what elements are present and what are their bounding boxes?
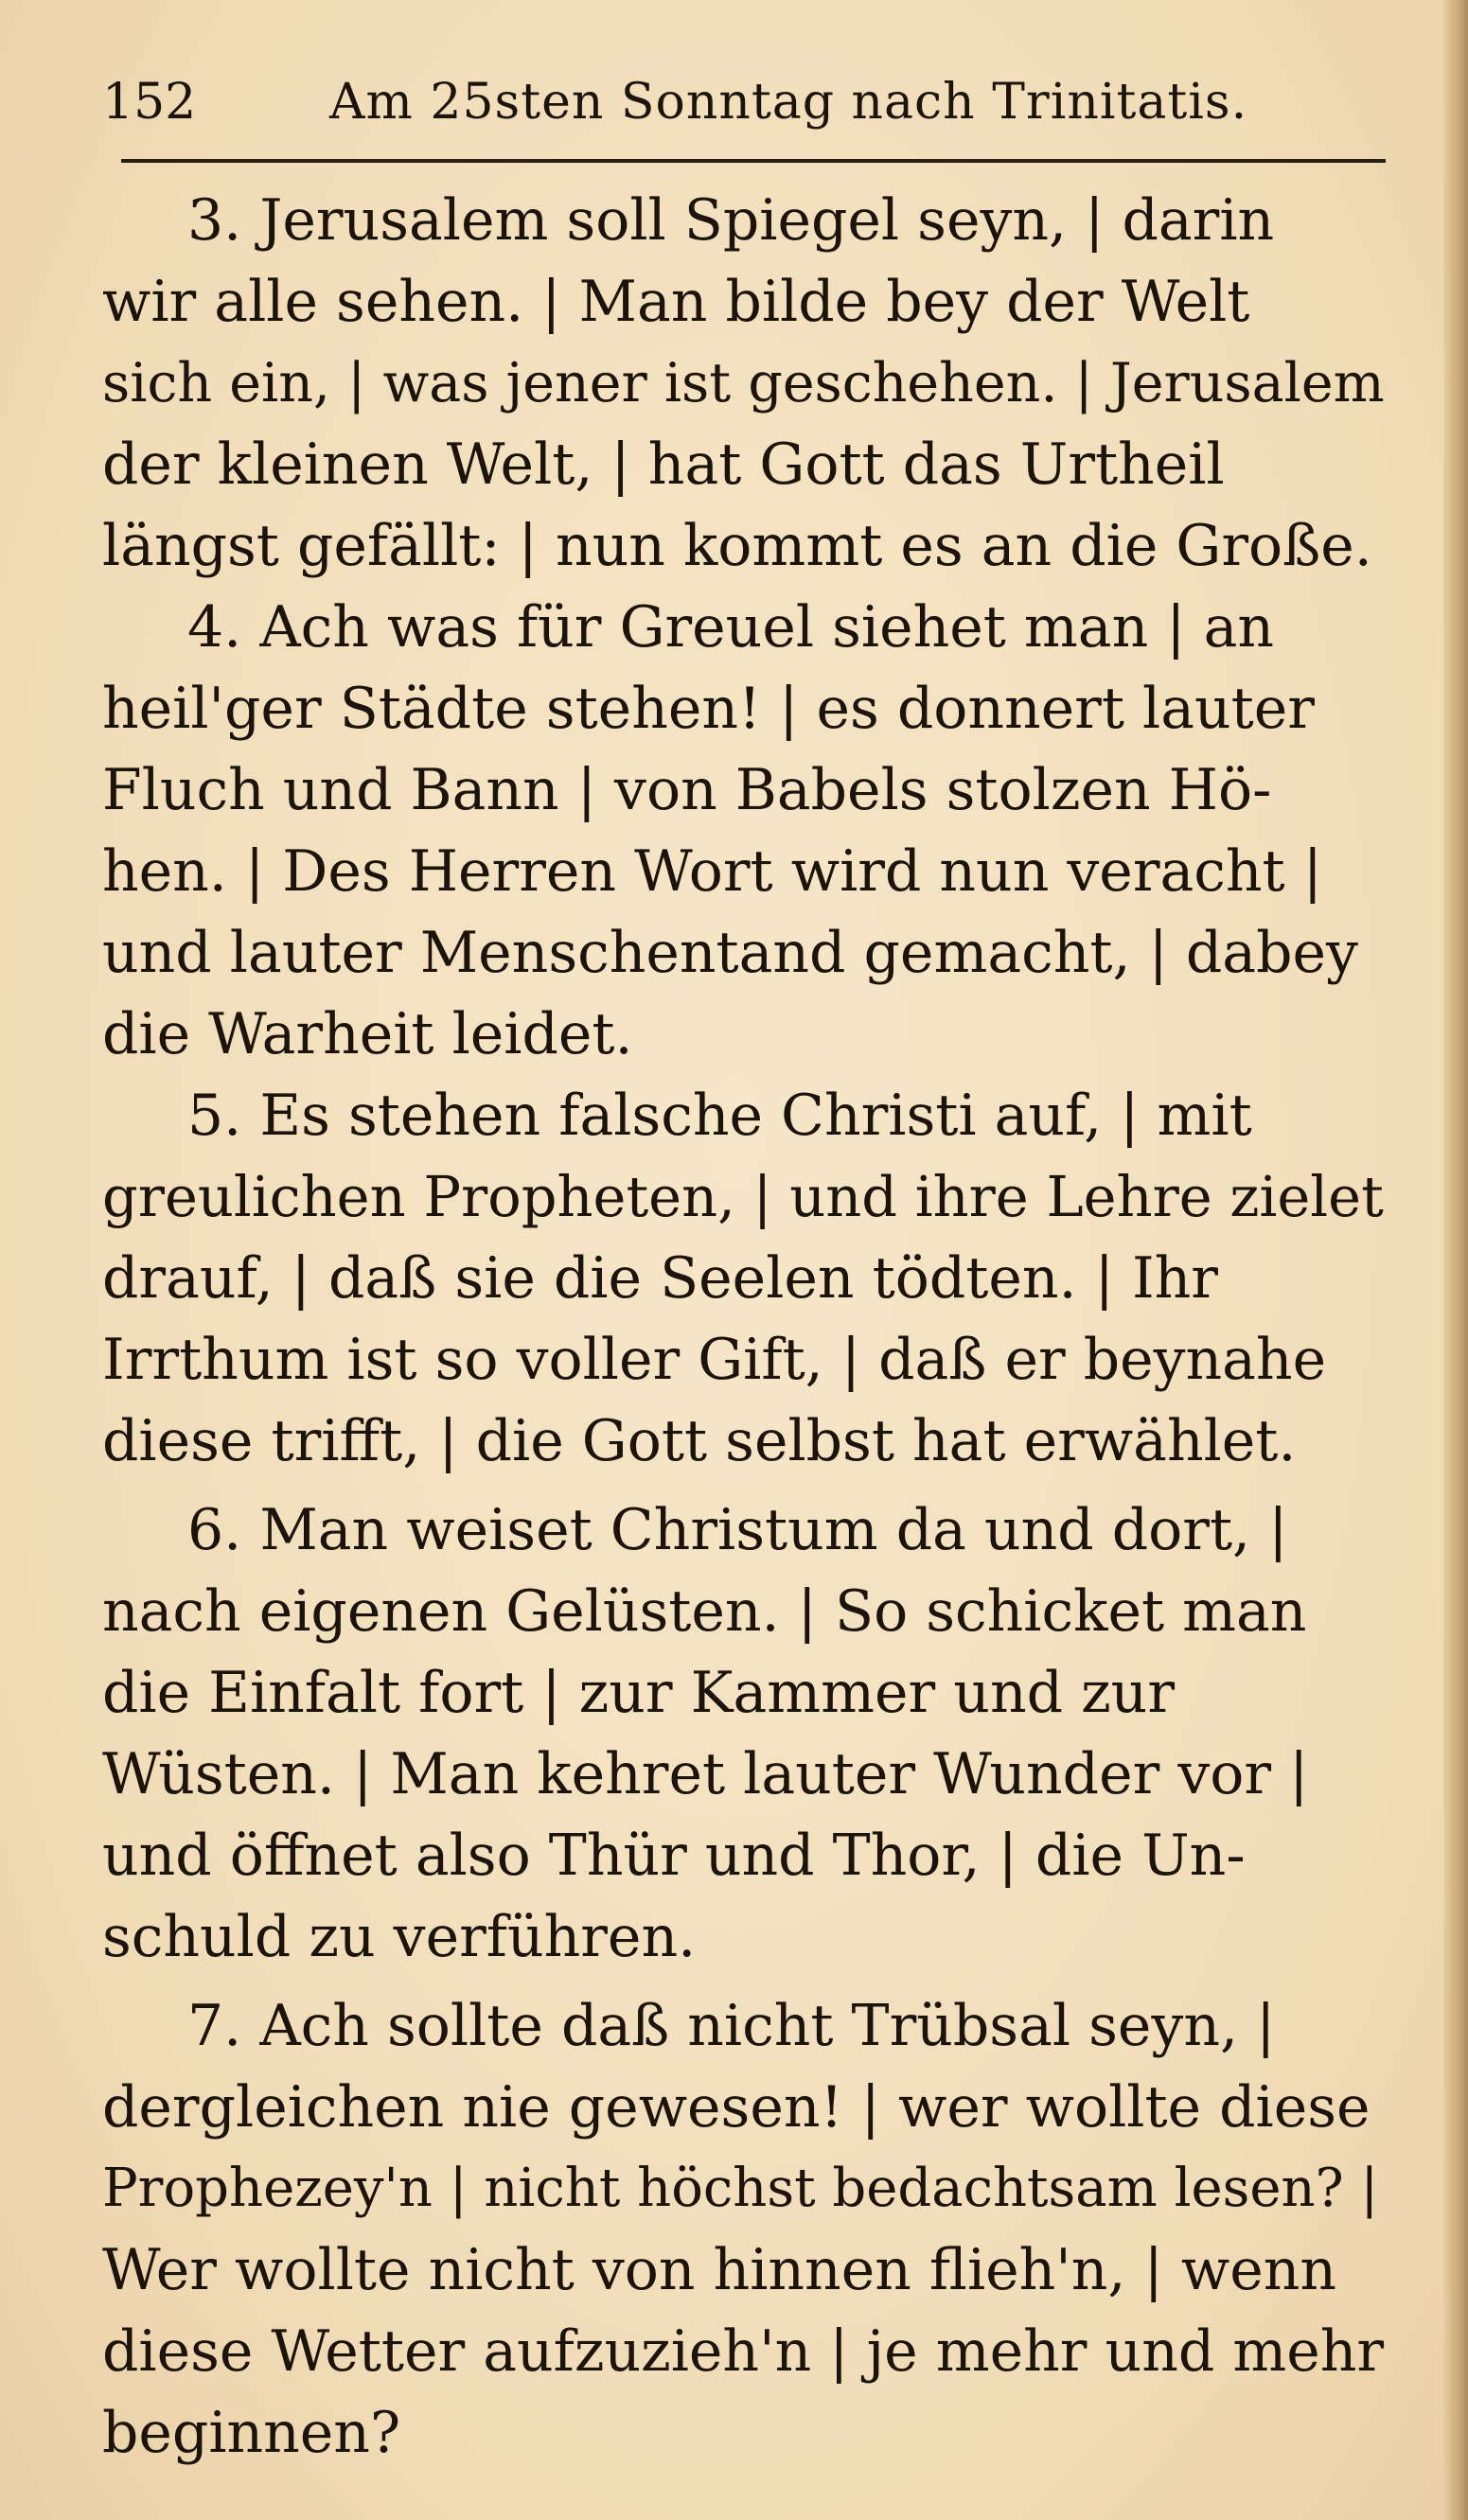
header-rule [121,159,1386,163]
verse-line: nach eigenen Gelüsten. | So schicket man [102,1578,1307,1645]
verse-line: hen. | Des Herren Wort wird nun veracht | [102,838,1322,905]
stanza-6 [102,1489,1391,1978]
verse-line: 5. Es stehen falsche Christi auf, | mit [187,1083,1252,1149]
stanza-gap [102,1978,1391,1985]
stanza-5 [102,1075,1391,1482]
verse-line: die Warheit leidet. [102,1001,633,1067]
verse-line: dergleichen nie gewesen! | wer wollte diese [102,2074,1371,2141]
verse-line: und öffnet also Thür und Thor, | die Un- [102,1823,1246,1889]
verse-line: Irrthum ist so voller Gift, | daß er beynahe [102,1327,1327,1393]
stanza-gap [102,1482,1391,1489]
verse-line: und lauter Menschentand gemacht, | dabey [102,920,1358,986]
running-head [102,64,1371,140]
verse-line: 6. Man weiset Christum da und dort, | [187,1497,1288,1563]
verse-line: drauf, | daß sie die Seelen tödten. | Ihr [102,1245,1218,1312]
stanza-3 [102,180,1391,587]
verse-line: diese trifft, | die Gott selbst hat erwählet. [102,1408,1297,1474]
page-spine-edge [1443,0,1468,2520]
verse-line: sich ein, | was jener ist geschehen. | Jerusalem [102,352,1385,414]
verse-line: Prophezey'n | nicht höchst bedachtsam lesen? | [102,2158,1379,2219]
verse-line: längst gefällt: | nun kommt es an die Große. [102,513,1372,579]
verse-line: 7. Ach sollte daß nicht Trübsal seyn, | [187,1993,1276,2059]
page-number: 152 [102,74,197,131]
hymn-text [102,180,1391,2474]
verse-line: greulichen Propheten, | und ihre Lehre zielet [102,1164,1384,1229]
stanza-4 [102,587,1391,1075]
verse-line: die Einfalt fort | zur Kammer und zur [102,1660,1175,1726]
verse-line: Fluch und Bann | von Babels stolzen Hö- [102,757,1272,823]
verse-line: schuld zu verführen. [102,1904,697,1970]
running-title: Am 25sten Sonntag nach Trinitatis. [329,74,1248,131]
verse-line: heil'ger Städte stehen! | es donnert lauter [102,676,1315,742]
verse-line: beginnen? [102,2400,401,2466]
verse-line: wir alle sehen. | Man bilde bey der Welt [102,269,1250,335]
verse-line: der kleinen Welt, | hat Gott das Urtheil [102,432,1225,498]
stanza-7 [102,1985,1391,2474]
verse-line: 4. Ach was für Greuel siehet man | an [187,594,1274,661]
verse-line: 3. Jerusalem soll Spiegel seyn, | darin [187,187,1275,254]
verse-line: Wüsten. | Man kehret lauter Wunder vor | [102,1741,1309,1807]
verse-line: Wer wollte nicht von hinnen flieh'n, | wenn [102,2237,1337,2303]
verse-line: diese Wetter aufzuzieh'n | je mehr und mehr [102,2318,1385,2385]
